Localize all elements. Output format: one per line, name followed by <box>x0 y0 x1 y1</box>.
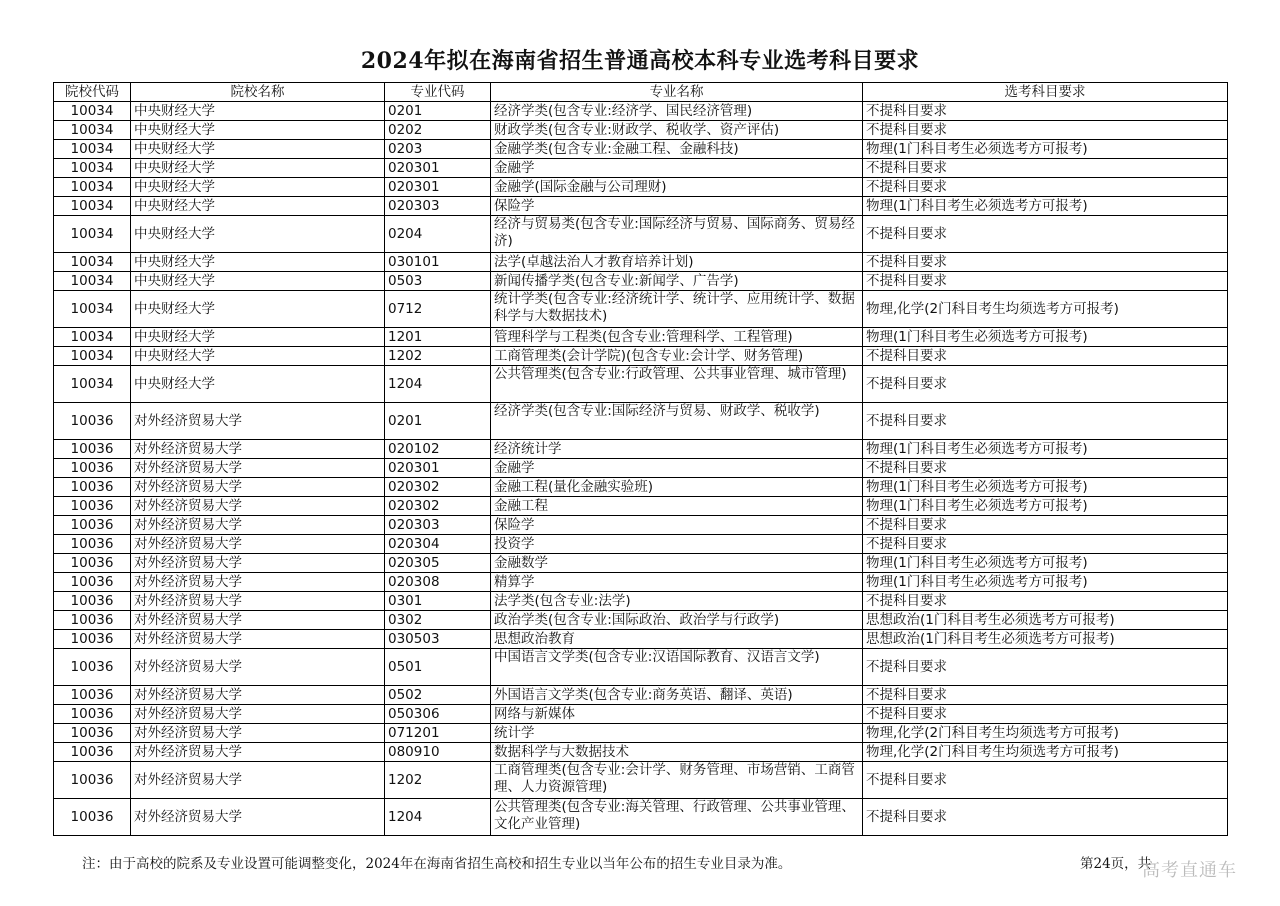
cell-major-code: 0204 <box>385 216 491 253</box>
cell-school-name: 对外经济贸易大学 <box>131 459 385 478</box>
cell-subject-requirement: 物理(1门科目考生必须选考方可报考) <box>863 497 1228 516</box>
cell-major-name: 统计学 <box>491 724 863 743</box>
cell-major-name: 金融学类(包含专业:金融工程、金融科技) <box>491 140 863 159</box>
cell-school-name: 中央财经大学 <box>131 272 385 291</box>
cell-major-code: 0201 <box>385 403 491 440</box>
table-row <box>54 159 1228 178</box>
cell-school-name: 中央财经大学 <box>131 253 385 272</box>
cell-school-code: 10036 <box>54 799 131 836</box>
cell-major-code: 0502 <box>385 686 491 705</box>
cell-school-name: 中央财经大学 <box>131 347 385 366</box>
cell-major-code: 020308 <box>385 573 491 592</box>
table-row <box>54 140 1228 159</box>
cell-subject-requirement: 不提科目要求 <box>863 535 1228 554</box>
cell-school-name: 对外经济贸易大学 <box>131 762 385 799</box>
page-number: 第24页，共 <box>1080 856 1152 872</box>
cell-school-code: 10036 <box>54 403 131 440</box>
cell-school-name: 对外经济贸易大学 <box>131 611 385 630</box>
cell-major-code: 080910 <box>385 743 491 762</box>
cell-major-code: 020305 <box>385 554 491 573</box>
cell-school-code: 10034 <box>54 140 131 159</box>
cell-major-name: 外国语言文学类(包含专业:商务英语、翻译、英语) <box>491 686 863 705</box>
header-subject-requirement: 选考科目要求 <box>863 83 1228 102</box>
cell-subject-requirement: 不提科目要求 <box>863 762 1228 799</box>
cell-major-name: 统计学类(包含专业:经济统计学、统计学、应用统计学、数据科学与大数据技术) <box>491 291 863 328</box>
cell-major-name: 公共管理类(包含专业:行政管理、公共事业管理、城市管理) <box>491 366 863 403</box>
table-row <box>54 216 1228 253</box>
cell-school-code: 10036 <box>54 459 131 478</box>
cell-school-name: 对外经济贸易大学 <box>131 743 385 762</box>
cell-major-code: 020303 <box>385 197 491 216</box>
table-row <box>54 592 1228 611</box>
page-title: 2024年拟在海南省招生普通高校本科专业选考科目要求 <box>360 48 920 74</box>
cell-school-code: 10034 <box>54 159 131 178</box>
cell-school-code: 10036 <box>54 516 131 535</box>
cell-subject-requirement: 不提科目要求 <box>863 705 1228 724</box>
table-row <box>54 554 1228 573</box>
cell-school-code: 10034 <box>54 178 131 197</box>
cell-major-name: 金融工程(量化金融实验班) <box>491 478 863 497</box>
cell-subject-requirement: 不提科目要求 <box>863 216 1228 253</box>
cell-major-name: 保险学 <box>491 516 863 535</box>
cell-subject-requirement: 不提科目要求 <box>863 649 1228 686</box>
cell-school-code: 10034 <box>54 121 131 140</box>
table-row <box>54 291 1228 328</box>
cell-school-code: 10036 <box>54 686 131 705</box>
cell-major-name: 公共管理类(包含专业:海关管理、行政管理、公共事业管理、文化产业管理) <box>491 799 863 836</box>
cell-school-code: 10036 <box>54 592 131 611</box>
cell-school-code: 10036 <box>54 724 131 743</box>
table-row <box>54 459 1228 478</box>
cell-subject-requirement: 不提科目要求 <box>863 102 1228 121</box>
table-row <box>54 102 1228 121</box>
cell-major-name: 经济统计学 <box>491 440 863 459</box>
cell-major-code: 030101 <box>385 253 491 272</box>
cell-school-code: 10036 <box>54 573 131 592</box>
cell-school-code: 10036 <box>54 497 131 516</box>
cell-major-code: 1202 <box>385 762 491 799</box>
cell-major-code: 0501 <box>385 649 491 686</box>
cell-school-code: 10034 <box>54 272 131 291</box>
cell-school-code: 10034 <box>54 253 131 272</box>
cell-school-code: 10034 <box>54 197 131 216</box>
table-row <box>54 403 1228 440</box>
cell-major-name: 金融学(国际金融与公司理财) <box>491 178 863 197</box>
cell-major-name: 保险学 <box>491 197 863 216</box>
cell-major-name: 工商管理类(会计学院)(包含专业:会计学、财务管理) <box>491 347 863 366</box>
cell-major-name: 金融学 <box>491 159 863 178</box>
table-row <box>54 573 1228 592</box>
cell-subject-requirement: 不提科目要求 <box>863 592 1228 611</box>
table-row <box>54 516 1228 535</box>
table-row <box>54 497 1228 516</box>
cell-major-name: 法学类(包含专业:法学) <box>491 592 863 611</box>
table-row <box>54 724 1228 743</box>
cell-major-name: 思想政治教育 <box>491 630 863 649</box>
cell-subject-requirement: 物理(1门科目考生必须选考方可报考) <box>863 328 1228 347</box>
cell-major-name: 管理科学与工程类(包含专业:管理科学、工程管理) <box>491 328 863 347</box>
cell-major-name: 金融学 <box>491 459 863 478</box>
cell-subject-requirement: 物理(1门科目考生必须选考方可报考) <box>863 573 1228 592</box>
header-school-code: 院校代码 <box>54 83 131 102</box>
cell-subject-requirement: 物理,化学(2门科目考生均须选考方可报考) <box>863 291 1228 328</box>
cell-school-name: 中央财经大学 <box>131 328 385 347</box>
cell-school-name: 中央财经大学 <box>131 291 385 328</box>
cell-major-code: 0712 <box>385 291 491 328</box>
cell-major-name: 工商管理类(包含专业:会计学、财务管理、市场营销、工商管理、人力资源管理) <box>491 762 863 799</box>
cell-major-code: 020302 <box>385 497 491 516</box>
cell-school-name: 中央财经大学 <box>131 102 385 121</box>
cell-school-name: 对外经济贸易大学 <box>131 686 385 705</box>
cell-subject-requirement: 不提科目要求 <box>863 686 1228 705</box>
cell-subject-requirement: 不提科目要求 <box>863 516 1228 535</box>
cell-major-name: 财政学类(包含专业:财政学、税收学、资产评估) <box>491 121 863 140</box>
table-row <box>54 178 1228 197</box>
cell-school-code: 10034 <box>54 347 131 366</box>
cell-major-name: 经济学类(包含专业:国际经济与贸易、财政学、税收学) <box>491 403 863 440</box>
cell-school-name: 对外经济贸易大学 <box>131 573 385 592</box>
cell-school-name: 对外经济贸易大学 <box>131 649 385 686</box>
table-row <box>54 253 1228 272</box>
cell-major-name: 中国语言文学类(包含专业:汉语国际教育、汉语言文学) <box>491 649 863 686</box>
header-major-name: 专业名称 <box>491 83 863 102</box>
table-row <box>54 121 1228 140</box>
table-row <box>54 197 1228 216</box>
cell-subject-requirement: 不提科目要求 <box>863 366 1228 403</box>
cell-subject-requirement: 不提科目要求 <box>863 799 1228 836</box>
header-major-code: 专业代码 <box>385 83 491 102</box>
cell-major-code: 020303 <box>385 516 491 535</box>
cell-school-name: 中央财经大学 <box>131 197 385 216</box>
cell-major-code: 0302 <box>385 611 491 630</box>
cell-school-name: 对外经济贸易大学 <box>131 535 385 554</box>
cell-school-name: 中央财经大学 <box>131 159 385 178</box>
subject-requirements-table <box>53 82 1228 836</box>
footnote: 注：由于高校的院系及专业设置可能调整变化，2024年在海南省招生高校和招生专业以当年公布的招生专业目录为准。 <box>82 856 792 872</box>
cell-school-name: 对外经济贸易大学 <box>131 497 385 516</box>
cell-major-name: 经济与贸易类(包含专业:国际经济与贸易、国际商务、贸易经济) <box>491 216 863 253</box>
cell-school-name: 对外经济贸易大学 <box>131 592 385 611</box>
cell-major-code: 030503 <box>385 630 491 649</box>
cell-subject-requirement: 思想政治(1门科目考生必须选考方可报考) <box>863 611 1228 630</box>
cell-major-code: 071201 <box>385 724 491 743</box>
cell-school-code: 10036 <box>54 554 131 573</box>
table-row <box>54 347 1228 366</box>
cell-subject-requirement: 物理(1门科目考生必须选考方可报考) <box>863 140 1228 159</box>
cell-school-code: 10036 <box>54 743 131 762</box>
cell-major-name: 数据科学与大数据技术 <box>491 743 863 762</box>
cell-school-name: 中央财经大学 <box>131 216 385 253</box>
cell-school-name: 对外经济贸易大学 <box>131 516 385 535</box>
cell-school-name: 中央财经大学 <box>131 366 385 403</box>
cell-school-name: 对外经济贸易大学 <box>131 724 385 743</box>
cell-major-code: 0201 <box>385 102 491 121</box>
cell-school-code: 10036 <box>54 762 131 799</box>
cell-school-code: 10036 <box>54 611 131 630</box>
table-row <box>54 686 1228 705</box>
cell-subject-requirement: 物理(1门科目考生必须选考方可报考) <box>863 478 1228 497</box>
cell-school-code: 10034 <box>54 328 131 347</box>
cell-major-code: 020301 <box>385 178 491 197</box>
cell-major-code: 0503 <box>385 272 491 291</box>
table-row <box>54 799 1228 836</box>
table-row <box>54 366 1228 403</box>
cell-subject-requirement: 思想政治(1门科目考生必须选考方可报考) <box>863 630 1228 649</box>
cell-subject-requirement: 物理,化学(2门科目考生均须选考方可报考) <box>863 743 1228 762</box>
table-header-row <box>54 83 1228 102</box>
cell-school-name: 对外经济贸易大学 <box>131 705 385 724</box>
header-school-name: 院校名称 <box>131 83 385 102</box>
cell-subject-requirement: 物理(1门科目考生必须选考方可报考) <box>863 197 1228 216</box>
cell-subject-requirement: 不提科目要求 <box>863 159 1228 178</box>
cell-major-code: 1201 <box>385 328 491 347</box>
cell-major-code: 0301 <box>385 592 491 611</box>
watermark-text: 高考直通车 <box>1142 860 1237 881</box>
cell-subject-requirement: 不提科目要求 <box>863 347 1228 366</box>
cell-school-name: 中央财经大学 <box>131 140 385 159</box>
table-body <box>54 102 1228 836</box>
cell-subject-requirement: 不提科目要求 <box>863 253 1228 272</box>
cell-major-code: 020302 <box>385 478 491 497</box>
cell-school-code: 10034 <box>54 291 131 328</box>
cell-school-code: 10034 <box>54 102 131 121</box>
cell-school-code: 10036 <box>54 535 131 554</box>
cell-major-name: 法学(卓越法治人才教育培养计划) <box>491 253 863 272</box>
cell-school-name: 中央财经大学 <box>131 121 385 140</box>
cell-major-name: 投资学 <box>491 535 863 554</box>
table-row <box>54 630 1228 649</box>
cell-major-code: 050306 <box>385 705 491 724</box>
cell-school-name: 对外经济贸易大学 <box>131 403 385 440</box>
cell-school-code: 10036 <box>54 478 131 497</box>
cell-school-name: 中央财经大学 <box>131 178 385 197</box>
table-row <box>54 705 1228 724</box>
cell-major-code: 020301 <box>385 459 491 478</box>
cell-subject-requirement: 物理(1门科目考生必须选考方可报考) <box>863 440 1228 459</box>
cell-subject-requirement: 不提科目要求 <box>863 121 1228 140</box>
cell-major-code: 1202 <box>385 347 491 366</box>
cell-major-code: 1204 <box>385 799 491 836</box>
table-row <box>54 478 1228 497</box>
cell-major-code: 1204 <box>385 366 491 403</box>
cell-major-name: 金融数学 <box>491 554 863 573</box>
cell-major-name: 新闻传播学类(包含专业:新闻学、广告学) <box>491 272 863 291</box>
table-row <box>54 611 1228 630</box>
table-row <box>54 649 1228 686</box>
table-row <box>54 743 1228 762</box>
cell-school-code: 10034 <box>54 216 131 253</box>
cell-major-name: 金融工程 <box>491 497 863 516</box>
cell-major-code: 020301 <box>385 159 491 178</box>
cell-major-code: 020102 <box>385 440 491 459</box>
cell-major-name: 经济学类(包含专业:经济学、国民经济管理) <box>491 102 863 121</box>
table-row <box>54 328 1228 347</box>
cell-major-name: 网络与新媒体 <box>491 705 863 724</box>
table-row <box>54 535 1228 554</box>
cell-major-name: 政治学类(包含专业:国际政治、政治学与行政学) <box>491 611 863 630</box>
cell-subject-requirement: 不提科目要求 <box>863 403 1228 440</box>
cell-major-name: 精算学 <box>491 573 863 592</box>
cell-subject-requirement: 物理,化学(2门科目考生均须选考方可报考) <box>863 724 1228 743</box>
cell-subject-requirement: 物理(1门科目考生必须选考方可报考) <box>863 554 1228 573</box>
cell-major-code: 0202 <box>385 121 491 140</box>
cell-school-code: 10036 <box>54 440 131 459</box>
cell-subject-requirement: 不提科目要求 <box>863 459 1228 478</box>
cell-subject-requirement: 不提科目要求 <box>863 272 1228 291</box>
cell-school-code: 10036 <box>54 630 131 649</box>
cell-school-name: 对外经济贸易大学 <box>131 478 385 497</box>
cell-school-code: 10036 <box>54 649 131 686</box>
cell-school-code: 10034 <box>54 366 131 403</box>
table-row <box>54 440 1228 459</box>
cell-school-name: 对外经济贸易大学 <box>131 554 385 573</box>
cell-school-name: 对外经济贸易大学 <box>131 630 385 649</box>
cell-subject-requirement: 不提科目要求 <box>863 178 1228 197</box>
cell-major-code: 020304 <box>385 535 491 554</box>
table-row <box>54 272 1228 291</box>
cell-school-code: 10036 <box>54 705 131 724</box>
cell-school-name: 对外经济贸易大学 <box>131 440 385 459</box>
cell-major-code: 0203 <box>385 140 491 159</box>
table-row <box>54 762 1228 799</box>
cell-school-name: 对外经济贸易大学 <box>131 799 385 836</box>
